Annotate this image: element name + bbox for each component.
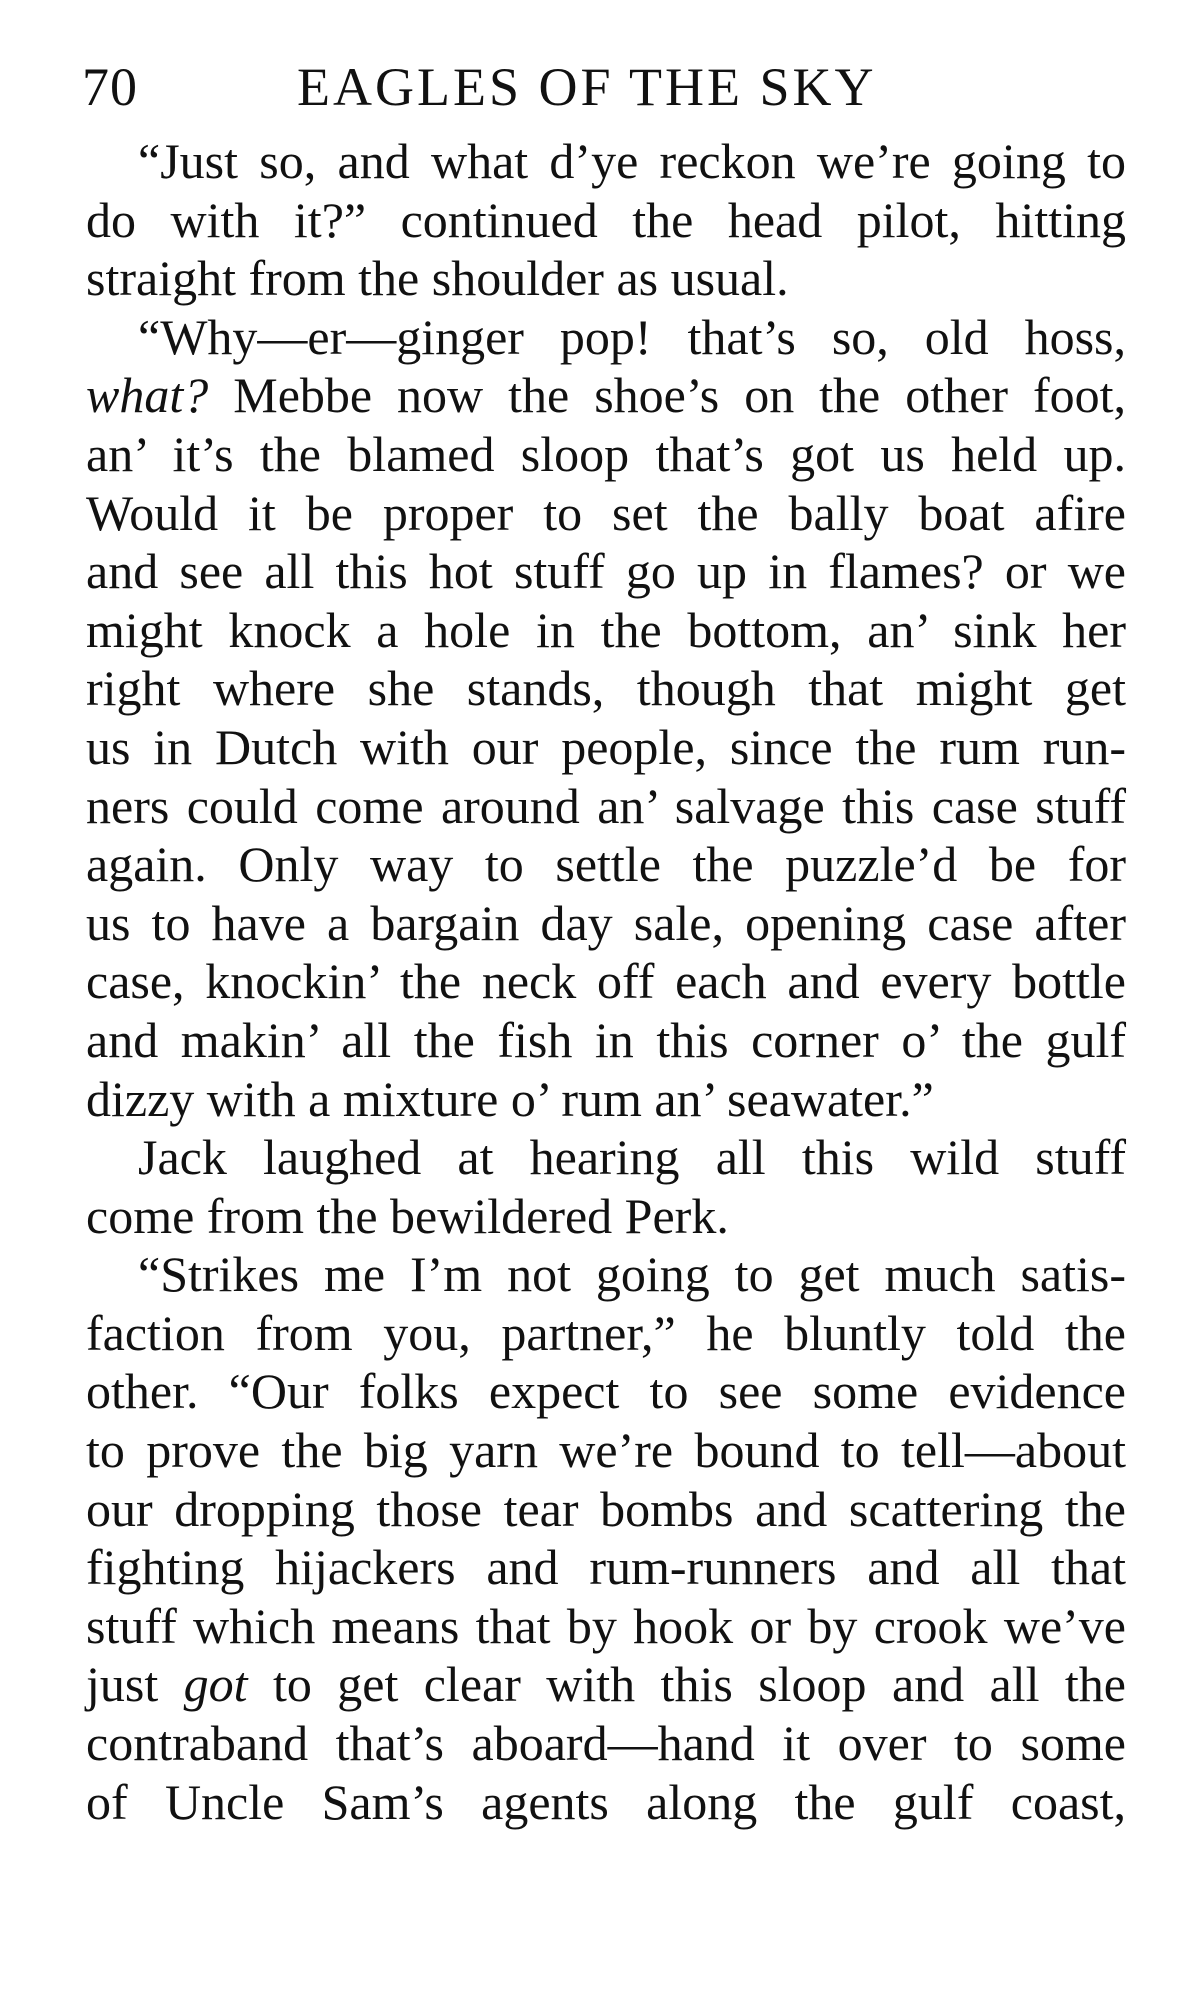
text-line: faction from you, partner,” he bluntly told the bbox=[86, 1304, 1126, 1361]
text-line: our dropping those tear bombs and scattering the bbox=[86, 1480, 1126, 1537]
text-line: “Just so, and what d’ye reckon we’re going to bbox=[138, 133, 1126, 189]
text-line: ners could come around an’ salvage this case stuff bbox=[86, 777, 1126, 834]
text-line: Jack laughed at hearing all this wild stuff bbox=[138, 1129, 1126, 1186]
text-line: and makin’ all the fish in this corner o’ the gulf bbox=[86, 1011, 1126, 1068]
text-line: to prove the big yarn we’re bound to tell—about bbox=[86, 1422, 1126, 1479]
text-line: do with it?” continued the head pilot, hitting bbox=[86, 191, 1126, 248]
text-line: right where she stands, though that might get bbox=[86, 660, 1126, 717]
text-line: stuff which means that by hook or by crook we’ve bbox=[86, 1597, 1126, 1654]
page-number: 70 bbox=[82, 57, 138, 117]
text-line: Would it be proper to set the bally boat afire bbox=[86, 484, 1126, 541]
text-line: other. “Our folks expect to see some evidence bbox=[86, 1363, 1126, 1420]
text-line: and see all this hot stuff go up in flames? or we bbox=[86, 543, 1126, 600]
page-header bbox=[82, 52, 1122, 122]
text-line: us in Dutch with our people, since the rum run- bbox=[86, 718, 1126, 775]
text-line: might knock a hole in the bottom, an’ sink her bbox=[86, 601, 1126, 658]
text-line: straight from the shoulder as usual. bbox=[86, 250, 789, 307]
text-line: dizzy with a mixture o’ rum an’ seawater.” bbox=[86, 1070, 934, 1127]
text-line: of Uncle Sam’s agents along the gulf coast, bbox=[86, 1773, 1126, 1830]
text-line: “Strikes me I’m not going to get much satis- bbox=[138, 1246, 1126, 1303]
text-line: case, knockin’ the neck off each and every bottle bbox=[86, 953, 1126, 1010]
text-line: fighting hijackers and rum-runners and all that bbox=[86, 1539, 1126, 1596]
text-line: contraband that’s aboard—hand it over to some bbox=[86, 1715, 1126, 1772]
running-head: EAGLES OF THE SKY bbox=[297, 57, 877, 117]
text-line: come from the bewildered Perk. bbox=[86, 1187, 729, 1244]
text-line: us to have a bargain day sale, opening case after bbox=[86, 894, 1126, 951]
text-line: just got to get clear with this sloop and all the bbox=[86, 1656, 1126, 1713]
body-text bbox=[86, 132, 1126, 1831]
text-line: “Why—er—ginger pop! that’s so, old hoss, bbox=[138, 308, 1126, 365]
text-line: again. Only way to settle the puzzle’d be for bbox=[86, 836, 1126, 893]
text-line: an’ it’s the blamed sloop that’s got us held up. bbox=[86, 425, 1126, 482]
text-line: what? Mebbe now the shoe’s on the other foot, bbox=[86, 367, 1126, 424]
